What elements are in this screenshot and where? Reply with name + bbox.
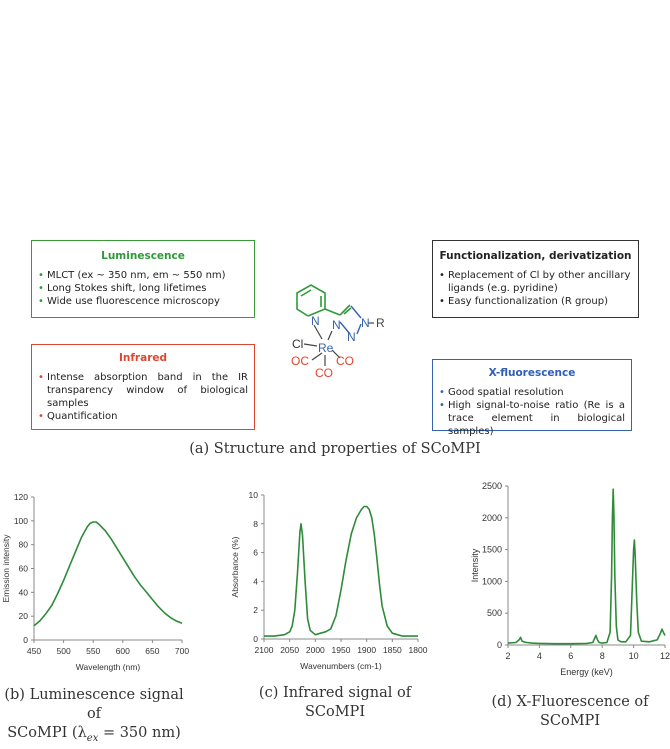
y-axis-label: Intensity bbox=[470, 548, 480, 583]
triazole-n1-label: N bbox=[332, 318, 341, 332]
y-tick-label: 2500 bbox=[481, 481, 502, 491]
y-tick-label: 40 bbox=[18, 587, 28, 598]
infrared-title: Infrared bbox=[118, 352, 168, 364]
series-line bbox=[508, 489, 665, 644]
pyridine-ring bbox=[297, 285, 325, 316]
y-tick-label: 2000 bbox=[481, 512, 502, 523]
y-tick-label: 120 bbox=[13, 492, 28, 502]
y-tick-label: 500 bbox=[486, 608, 502, 619]
caption-c bbox=[240, 684, 430, 722]
caption-b-line2: SCoMPI ($\lambda_{ex} = 350$ nm) bbox=[7, 725, 181, 744]
luminescence-chart bbox=[0, 480, 200, 680]
y-tick-label: 10 bbox=[248, 490, 258, 500]
x-tick-label: 10 bbox=[628, 651, 639, 661]
luminescence-title: Luminescence bbox=[101, 250, 185, 262]
y-axis-label: Emission intensity bbox=[1, 534, 11, 603]
luminescence-item: • Long Stokes shift, long lifetimes bbox=[38, 282, 248, 295]
x-tick-label: 2050 bbox=[280, 645, 300, 655]
x-tick-label: 8 bbox=[599, 651, 605, 661]
x-tick-label: 1800 bbox=[408, 645, 428, 655]
x-tick-label: 450 bbox=[26, 646, 42, 656]
y-tick-label: 1500 bbox=[481, 544, 502, 555]
infrared-chart bbox=[222, 480, 432, 680]
xfluorescence-item: • High signal-to-noise ratio (Re is a trace element in biological samples) bbox=[439, 399, 625, 438]
caption-d bbox=[480, 693, 660, 731]
x-axis-label: Energy (keV) bbox=[560, 667, 613, 677]
co-right-label: CO bbox=[336, 354, 354, 368]
x-tick-label: 6 bbox=[568, 651, 574, 661]
x-tick-label: 700 bbox=[174, 646, 190, 656]
triazole-n3-label: N bbox=[361, 316, 370, 330]
x-tick-label: 4 bbox=[536, 651, 542, 661]
x-tick-label: 500 bbox=[56, 646, 71, 656]
series-line bbox=[34, 522, 182, 626]
functionalization-box bbox=[432, 240, 639, 318]
caption-c-line2: SCoMPI bbox=[304, 704, 366, 720]
x-tick-label: 550 bbox=[86, 646, 101, 656]
xfluorescence-item: • Good spatial resolution bbox=[439, 386, 625, 399]
x-axis-label: Wavelength (nm) bbox=[75, 662, 141, 672]
molecule-structure bbox=[270, 268, 420, 383]
y-tick-label: 20 bbox=[18, 611, 28, 622]
triazole-n2-label: N bbox=[347, 330, 356, 344]
x-tick-label: 600 bbox=[115, 646, 130, 656]
x-axis-label: Wavenumbers (cm-1) bbox=[300, 661, 382, 671]
infrared-item: • Intense absorption band in the IR transparency window of biological samples bbox=[38, 371, 248, 410]
y-tick-label: 0 bbox=[23, 635, 28, 645]
xfluorescence-title: X-fluorescence bbox=[488, 367, 576, 379]
x-tick-label: 2000 bbox=[305, 645, 325, 655]
x-tick-label: 1850 bbox=[382, 645, 402, 655]
n-pyridine-label: N bbox=[311, 314, 320, 328]
re-label: Re bbox=[318, 341, 334, 355]
functionalization-title: Functionalization, derivatization bbox=[439, 250, 632, 262]
x-tick-label: 1900 bbox=[357, 645, 377, 655]
y-axis-label: Absorbance (%) bbox=[230, 536, 240, 598]
functionalization-item: • Replacement of Cl by other ancillary ligands (e.g. pyridine) bbox=[439, 269, 632, 295]
x-tick-label: 1950 bbox=[331, 645, 351, 655]
xfluorescence-chart bbox=[460, 475, 670, 680]
y-tick-label: 60 bbox=[18, 563, 28, 574]
luminescence-box bbox=[31, 240, 255, 318]
luminescence-item: • Wide use fluorescence microscopy bbox=[38, 295, 248, 308]
co-bottom-label: CO bbox=[315, 366, 333, 380]
y-tick-label: 0 bbox=[253, 634, 258, 644]
infrared-item: • Quantification bbox=[38, 410, 248, 423]
x-tick-label: 650 bbox=[145, 646, 160, 656]
y-tick-label: 4 bbox=[253, 576, 258, 587]
y-tick-label: 0 bbox=[496, 640, 502, 650]
luminescence-item: • MLCT (ex ~ 350 nm, em ~ 550 nm) bbox=[38, 269, 248, 282]
x-tick-label: 12 bbox=[659, 651, 670, 661]
y-tick-label: 80 bbox=[18, 539, 28, 550]
xfluorescence-box bbox=[432, 359, 632, 437]
caption-b bbox=[0, 686, 188, 748]
r-group-label: R bbox=[376, 316, 385, 330]
caption-a: (a) Structure and properties of SCoMPI bbox=[189, 441, 481, 457]
caption-b-line1: (b) Luminescence signal of bbox=[4, 687, 184, 722]
y-tick-label: 6 bbox=[253, 547, 258, 558]
cl-label: Cl bbox=[292, 337, 304, 351]
x-tick-label: 2100 bbox=[254, 645, 274, 655]
y-tick-label: 100 bbox=[13, 515, 28, 526]
caption-d-line1: (d) X-Fluorescence of bbox=[491, 694, 649, 710]
caption-d-line2: SCoMPI bbox=[539, 713, 601, 729]
y-tick-label: 1000 bbox=[481, 576, 502, 587]
caption-c-line1: (c) Infrared signal of bbox=[258, 685, 412, 701]
infrared-box bbox=[31, 344, 255, 430]
x-tick-label: 2 bbox=[505, 651, 511, 661]
y-tick-label: 2 bbox=[253, 605, 258, 616]
co-left-label: OC bbox=[291, 354, 309, 368]
functionalization-item: • Easy functionalization (R group) bbox=[439, 295, 632, 308]
triazole-ring bbox=[325, 305, 351, 315]
y-tick-label: 8 bbox=[253, 518, 258, 529]
series-line bbox=[264, 507, 418, 637]
